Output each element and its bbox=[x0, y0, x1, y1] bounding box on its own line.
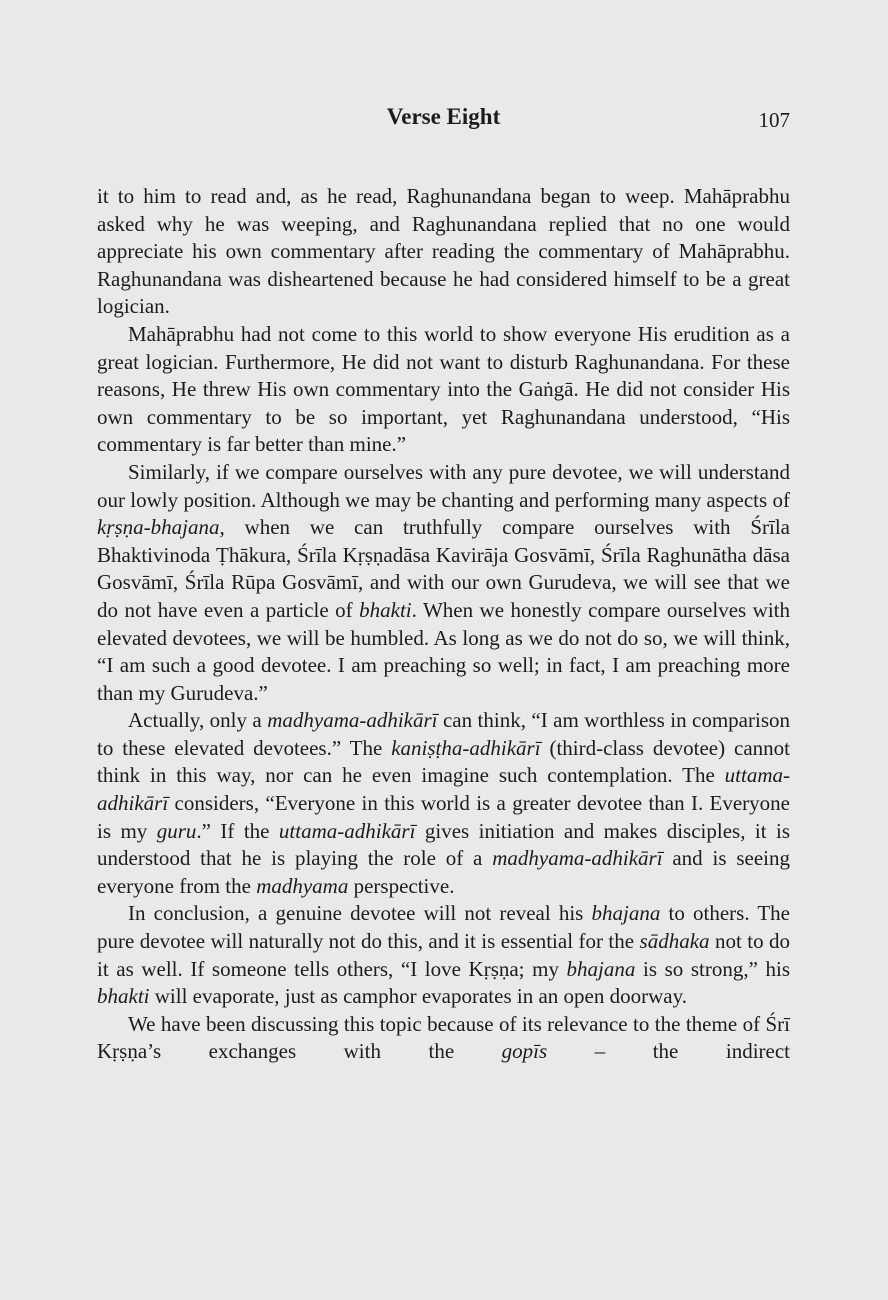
text-run: Mahāprabhu had not come to this world to show everyone His erudition as a great logician. Furthermore, He did not want to disturb Raghunandana. For these reasons, He threw His own commentary into the Gaṅgā. He did not consider His own commentary to be so important, yet Raghunandana understood, “His commentary is far better than mine.” bbox=[97, 321, 790, 457]
text-run: it to him to read and, as he read, Raghunandana began to weep. Mahāprabhu asked why he was weeping, and Raghunandana replied that no one would appreciate his own commentary after reading the commentary of Mahāprabhu. Raghunandana was disheartened because he had considered himself to be a great logician. bbox=[97, 184, 790, 319]
text-run: Actually, only a bbox=[128, 708, 268, 733]
text-run: will evaporate, just as camphor evaporates in an open doorway. bbox=[149, 984, 687, 1009]
italic-term: kaniṣṭha-adhikārī bbox=[391, 735, 541, 760]
paragraph bbox=[97, 321, 790, 459]
italic-term: bhajana bbox=[566, 956, 636, 981]
italic-term: uttama-adhikārī bbox=[97, 763, 790, 816]
text-run: is so strong,” his bbox=[635, 956, 791, 981]
text-run: Similarly, if we compare ourselves with any pure devotee, we will understand our lowly position. Although we may be chanting and performing many aspects of bbox=[97, 459, 790, 512]
text-run: . When we honestly compare ourselves with elevated devotees, we will be humbled. As long as we do not do so, we will think, “I am such a good devotee. I am preaching so well; in fact, I am preaching more than my Gurudeva.” bbox=[97, 597, 790, 705]
text-run: can think, “I am worthless in comparison to these elevated devotees.” The bbox=[97, 708, 790, 760]
italic-term: bhakti bbox=[97, 984, 150, 1009]
text-run: perspective. bbox=[348, 873, 455, 898]
italic-term: gopīs bbox=[501, 1039, 548, 1064]
page-number: 107 bbox=[758, 108, 790, 132]
italic-term: madhyama-adhikārī bbox=[492, 846, 663, 871]
text-run: In conclusion, a genuine devotee will not reveal his bbox=[128, 901, 592, 926]
paragraph bbox=[97, 459, 790, 707]
italic-term: kṛṣṇa-bhajana bbox=[97, 515, 220, 540]
body-text bbox=[97, 183, 790, 1066]
paragraph bbox=[97, 1011, 790, 1066]
italic-term: bhakti bbox=[359, 597, 412, 622]
italic-term: bhajana bbox=[591, 901, 661, 926]
running-title: Verse Eight bbox=[386, 104, 501, 129]
text-run: – the indirect bbox=[547, 1039, 790, 1064]
text-run: not to do it as well. If someone tells others, “I love Kṛṣṇa; my bbox=[97, 929, 791, 981]
text-run: and is seeing everyone from the bbox=[97, 846, 790, 898]
italic-term: madhyama-adhikārī bbox=[267, 708, 438, 733]
paragraph bbox=[97, 707, 790, 900]
text-run: to others. The pure devotee will naturally not do this, and it is essential for the bbox=[97, 901, 790, 954]
italic-term: madhyama bbox=[256, 873, 349, 898]
italic-term: uttama-adhikārī bbox=[278, 818, 416, 843]
text-run: (third-class devotee) cannot think in this way, nor can he even imagine such contemplation. The bbox=[97, 735, 790, 788]
text-run: .” If the bbox=[196, 818, 279, 843]
text-run: , when we can truthfully compare ourselves with Śrīla Bhaktivinoda Ṭhākura, Śrīla Kṛṣṇadāsa Kavirāja Gosvāmī, Śrīla Raghunātha dāsa Gosvāmī, Śrīla Rūpa Gosvāmī, and with our own Gurudeva, we will see that we do not have even a particle of bbox=[97, 515, 790, 622]
text-run: We have been discussing this topic because of its relevance to the theme of Śrī Kṛṣṇa’s exchanges with the bbox=[97, 1011, 790, 1064]
paragraph bbox=[97, 900, 790, 1010]
page-header bbox=[97, 104, 790, 134]
text-run: gives initiation and makes disciples, it is understood that he is playing the role of a bbox=[97, 818, 790, 871]
italic-term: sādhaka bbox=[639, 929, 710, 954]
text-run: considers, “Everyone in this world is a greater devotee than I. Everyone is my bbox=[97, 791, 790, 843]
italic-term: guru bbox=[156, 818, 197, 843]
paragraph bbox=[97, 183, 790, 321]
